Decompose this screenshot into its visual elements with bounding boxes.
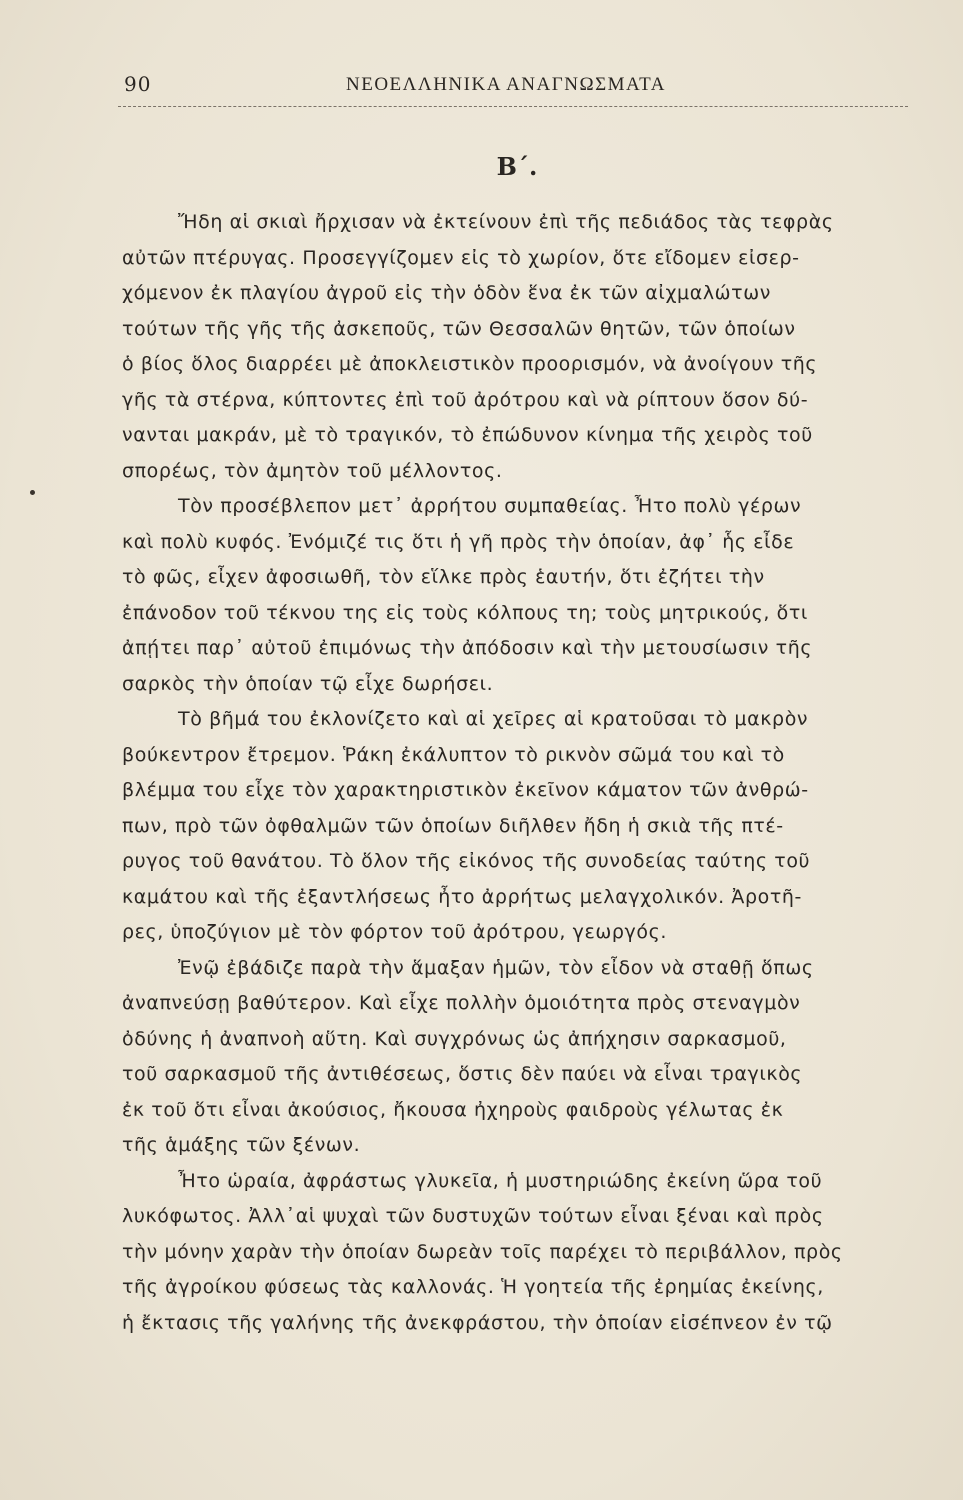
text-line: ρες, ὑποζύγιον μὲ τὸν φόρτον τοῦ ἀρότρου, γεωργός. [122,921,667,943]
text-line: Ἐνῷ ἐβάδιζε παρὰ τὴν ἅμαξαν ἡμῶν, τὸν εἶδον νὰ σταθῇ ὅπως [178,956,814,979]
text-line: χόμενον ἐκ πλαγίου ἀγροῦ εἰς τὴν ὁδὸν ἕνα ἐκ τῶν αἰχμαλώτων [122,282,771,304]
running-title: ΝΕΟΕΛΛΗΝΙΚΑ ΑΝΑΓΝΩΣΜΑΤΑ [346,74,666,95]
text-line: πων, πρὸ τῶν ὀφθαλμῶν τῶν ὁποίων διῆλθεν ἤδη ἡ σκιὰ τῆς πτέ- [122,814,784,837]
text-line: βούκεντρον ἔτρεμον. Ῥάκη ἐκάλυπτον τὸ ρικνὸν σῶμά του καὶ τὸ [122,743,785,766]
margin-dot [30,490,35,495]
page-number: 90 [124,72,152,96]
text-line: τῆς ἀγροίκου φύσεως τὰς καλλονάς. Ἡ γοητεία τῆς ἐρημίας ἐκείνης, [122,1276,824,1298]
text-line: καμάτου καὶ τῆς ἐξαντλήσεως ἦτο ἀρρήτως μελαγχολικόν. Ἀροτῆ- [122,885,802,908]
body-text [122,205,906,1341]
text-line: ὁ βίος ὅλος διαρρέει μὲ ἀποκλειστικὸν προορισμόν, νὰ ἀνοίγουν τῆς [122,353,818,375]
text-line: νανται μακράν, μὲ τὸ τραγικόν, τὸ ἐπώδυνον κίνημα τῆς χειρὸς τοῦ [122,424,813,446]
text-line: τῆς ἁμάξης τῶν ξένων. [122,1134,361,1156]
text-line: ὀδύνης ἡ ἀναπνοὴ αὕτη. Καὶ συγχρόνως ὡς ἀπήχησιν σαρκασμοῦ, [122,1027,787,1050]
text-line: ἐπάνοδον τοῦ τέκνου της εἰς τοὺς κόλπους τη; τοὺς μητρικούς, ὅτι [122,601,808,624]
text-line: τὸ φῶς, εἶχεν ἀφοσιωθῆ, τὸν εἵλκε πρὸς ἑαυτήν, ὅτι ἐζήτει τὴν [122,566,765,588]
text-line: αὐτῶν πτέρυγας. Προσεγγίζομεν εἰς τὸ χωρίον, ὅτε εἴδομεν εἰσερ- [122,246,800,269]
text-line: ρυγος τοῦ θανάτου. Τὸ ὅλον τῆς εἰκόνος τῆς συνοδείας ταύτης τοῦ [122,850,811,872]
text-line: Τὸν προσέβλεπον μετ᾽ ἀρρήτου συμπαθείας. Ἦτο πολὺ γέρων [178,495,802,517]
text-line: γῆς τὰ στέρνα, κύπτοντες ἐπὶ τοῦ ἀρότρου καὶ νὰ ρίπτουν ὅσον δύ- [122,388,809,411]
section-heading: Β΄. [496,152,538,181]
text-line: λυκόφωτος. Ἀλλ᾽αἱ ψυχαὶ τῶν δυστυχῶν τούτων εἶναι ξέναι καὶ πρὸς [122,1205,824,1227]
text-line: τούτων τῆς γῆς τῆς ἀσκεποῦς, τῶν Θεσσαλῶν θητῶν, τῶν ὁποίων [122,317,796,340]
text-line: βλέμμα του εἶχε τὸν χαρακτηριστικὸν ἐκεῖνον κάματον τῶν ἀνθρώ- [122,779,809,801]
text-line: Τὸ βῆμά του ἐκλονίζετο καὶ αἱ χεῖρες αἱ κρατοῦσαι τὸ μακρὸν [178,708,809,730]
text-line: Ἤδη αἱ σκιαὶ ἤρχισαν νὰ ἐκτείνουν ἐπὶ τῆς πεδιάδος τὰς τεφρὰς [178,211,834,233]
header-divider [118,106,908,107]
text-line: ἐκ τοῦ ὅτι εἶναι ἀκούσιος, ἤκουσα ἠχηροὺς φαιδροὺς γέλωτας ἐκ [122,1098,784,1121]
text-line: τὴν μόνην χαρὰν τὴν ὁποίαν δωρεὰν τοῖς παρέχει τὸ περιβάλλον, πρὸς [122,1240,843,1263]
text-line: ἀπῄτει παρ᾽ αὐτοῦ ἐπιμόνως τὴν ἀπόδοσιν καὶ τὴν μετουσίωσιν τῆς [122,637,813,659]
page-header [124,72,904,102]
text-line: ἀναπνεύσῃ βαθύτερον. Καὶ εἶχε πολλὴν ὁμοιότητα πρὸς στεναγμὸν [122,992,801,1014]
text-line: ἡ ἔκτασις τῆς γαλήνης τῆς ἀνεκφράστου, τὴν ὁποίαν εἰσέπνεον ἐν τῷ [122,1311,833,1334]
text-line: καὶ πολὺ κυφός. Ἐνόμιζέ τις ὅτι ἡ γῆ πρὸς τὴν ὁποίαν, ἀφ᾽ ἧς εἶδε [122,530,795,553]
text-line: Ἦτο ὡραία, ἀφράστως γλυκεῖα, ἡ μυστηριώδης ἐκείνη ὥρα τοῦ [178,1169,823,1192]
text-line: σαρκὸς τὴν ὁποίαν τῷ εἶχε δωρήσει. [122,672,494,695]
text-line: τοῦ σαρκασμοῦ τῆς ἀντιθέσεως, ὅστις δὲν παύει νὰ εἶναι τραγικὸς [122,1063,803,1085]
text-line: σπορέως, τὸν ἀμητὸν τοῦ μέλλοντος. [122,459,503,482]
